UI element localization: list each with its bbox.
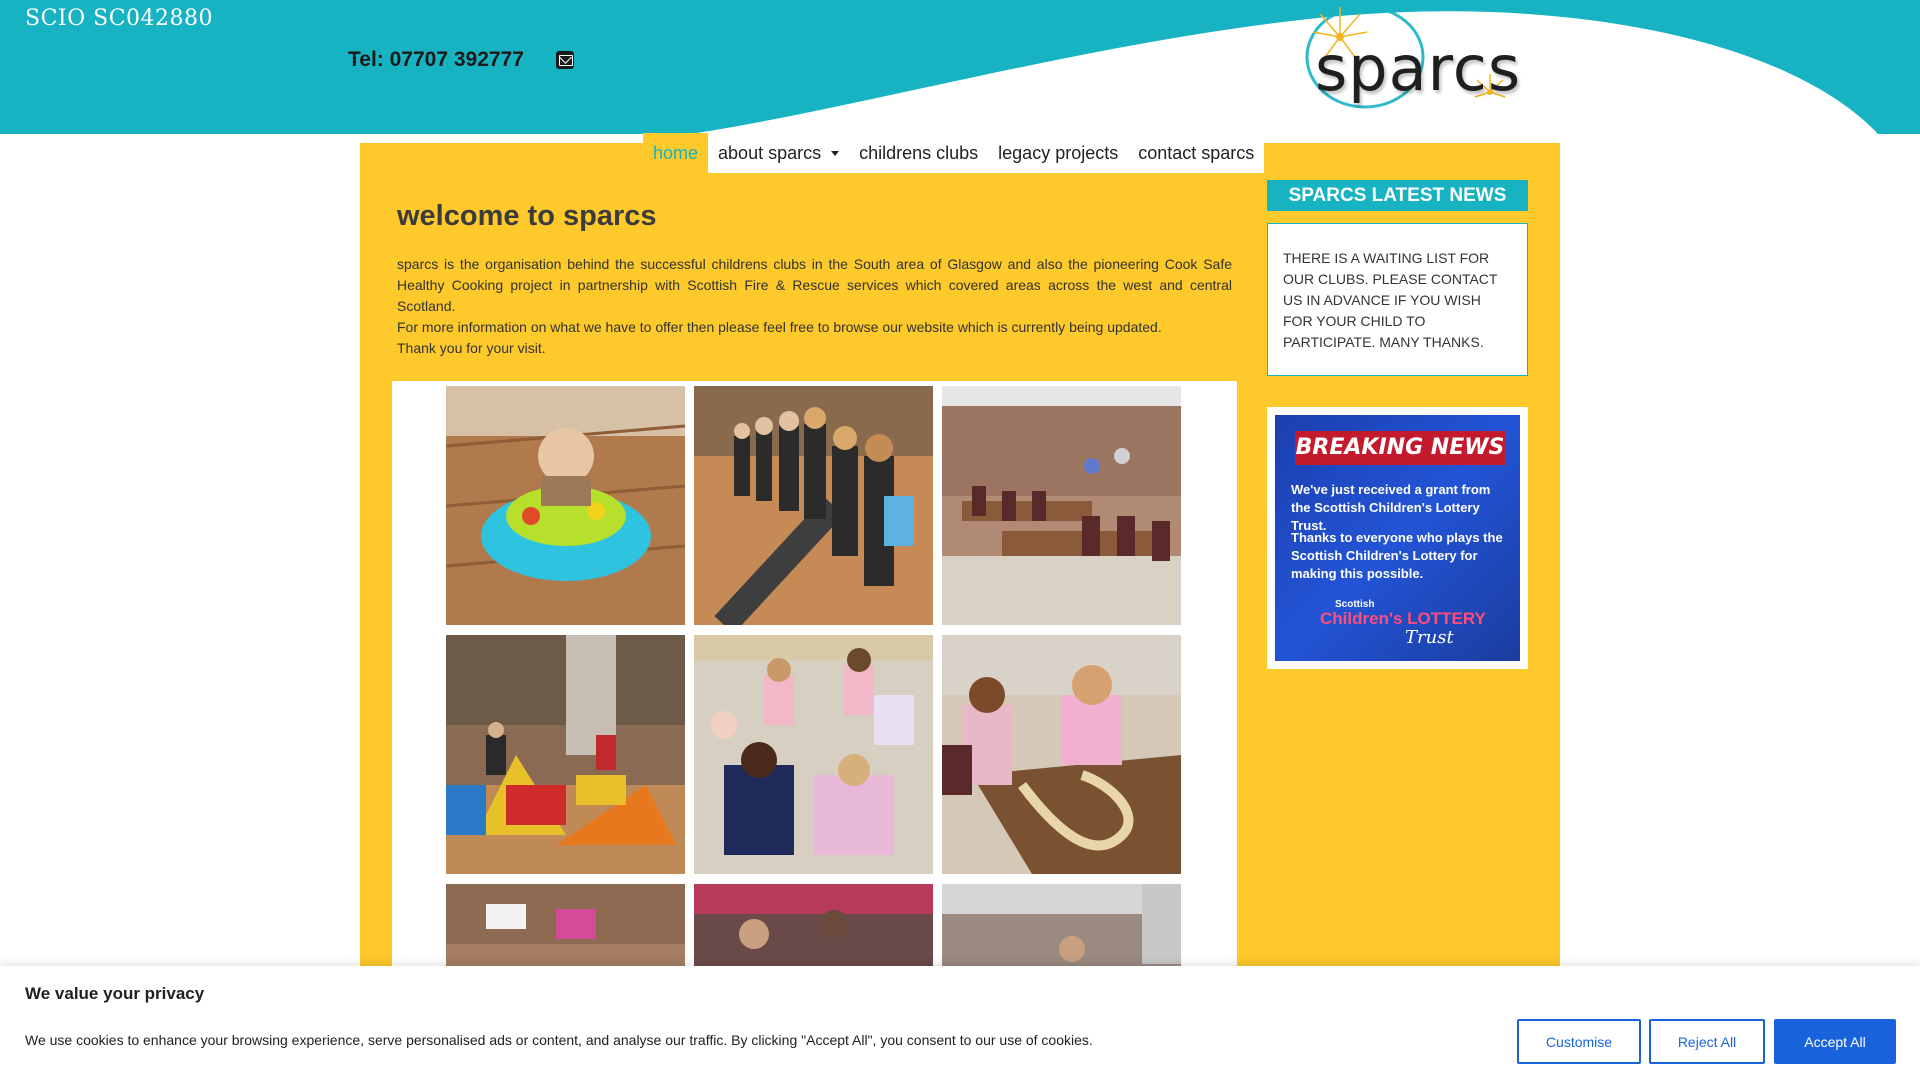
breaking-news-title: BREAKING NEWS (1295, 431, 1505, 465)
breaking-news-banner[interactable] (1267, 407, 1528, 669)
header-wave-background (0, 0, 1920, 140)
customise-button[interactable]: Customise (1517, 1019, 1641, 1064)
intro-text (397, 254, 1232, 359)
cookie-consent-banner (0, 966, 1920, 1080)
breaking-news-image (1275, 415, 1520, 661)
sparcs-logo[interactable] (1285, 2, 1535, 122)
breaking-news-grant-text: We've just received a grant from the Scottish Children's Lottery Trust. (1291, 482, 1491, 533)
page-title: welcome to sparcs (397, 200, 657, 232)
gallery-photo-hall-tables[interactable] (942, 386, 1181, 625)
intro-line-thanks: Thank you for your visit. (397, 340, 546, 356)
nav-item-childrens-clubs[interactable]: childrens clubs (859, 142, 979, 163)
latest-news-heading: SPARCS LATEST NEWS (1267, 180, 1528, 211)
intro-line-more-info: For more information on what we have to offer then please feel free to browse our website which is currently being updated. (397, 319, 1162, 335)
gallery-photo-baby-walker[interactable] (446, 386, 685, 625)
nav-item-legacy-projects[interactable]: legacy projects (998, 142, 1119, 163)
gallery-photo-floor-crafts[interactable] (694, 635, 933, 874)
nav-item-label: about sparcs (718, 142, 822, 163)
phone-number[interactable]: Tel: 07707 392777 (348, 48, 524, 71)
gallery-photo-soft-play[interactable] (446, 635, 685, 874)
lottery-logo-trust-text: Trust (1405, 627, 1454, 648)
latest-news-box: THERE IS A WAITING LIST FOR OUR CLUBS. PLEASE CONTACT US IN ADVANCE IF YOU WISH FOR YOUR CHILD TO PARTICIPATE. MANY THANKS. (1267, 223, 1528, 376)
cookie-description: We use cookies to enhance your browsing experience, serve personalised ads or content, and analyse our traffic. By clicking "Accept All", you consent to our use of cookies. (25, 1032, 1093, 1048)
lottery-logo-main-text: Children's LOTTERY (1320, 609, 1486, 628)
envelope-icon[interactable] (556, 51, 574, 69)
nav-item-contact-sparcs[interactable]: contact sparcs (1138, 142, 1255, 163)
reject-all-button[interactable]: Reject All (1649, 1019, 1765, 1064)
gallery-photo-conga-line[interactable] (694, 386, 933, 625)
nav-item-home[interactable]: home (643, 133, 708, 173)
breaking-news-thanks-text: Thanks to everyone who plays the Scottish Children's Lottery for making this possible. (1291, 530, 1503, 581)
cookie-title: We value your privacy (25, 984, 205, 1003)
site-header (0, 0, 1920, 140)
lottery-logo-small-text: Scottish (1335, 599, 1375, 610)
caret-down-icon (831, 151, 839, 156)
nav-item-about-sparcs[interactable] (708, 133, 849, 173)
accept-all-button[interactable]: Accept All (1774, 1019, 1896, 1064)
logo-text: sparcs (1315, 32, 1522, 105)
gallery-photo-domino-tables[interactable] (942, 635, 1181, 874)
main-navigation (643, 133, 1264, 173)
scio-number: SCIO SC042880 (25, 6, 214, 31)
intro-paragraph: sparcs is the organisation behind the successful childrens clubs in the South area of Glasgow and also the pioneering Cook Safe Healthy Cooking project in partnership with Scottish Fire & Rescue services which covered areas across the west and central Scotland. (397, 256, 1232, 314)
